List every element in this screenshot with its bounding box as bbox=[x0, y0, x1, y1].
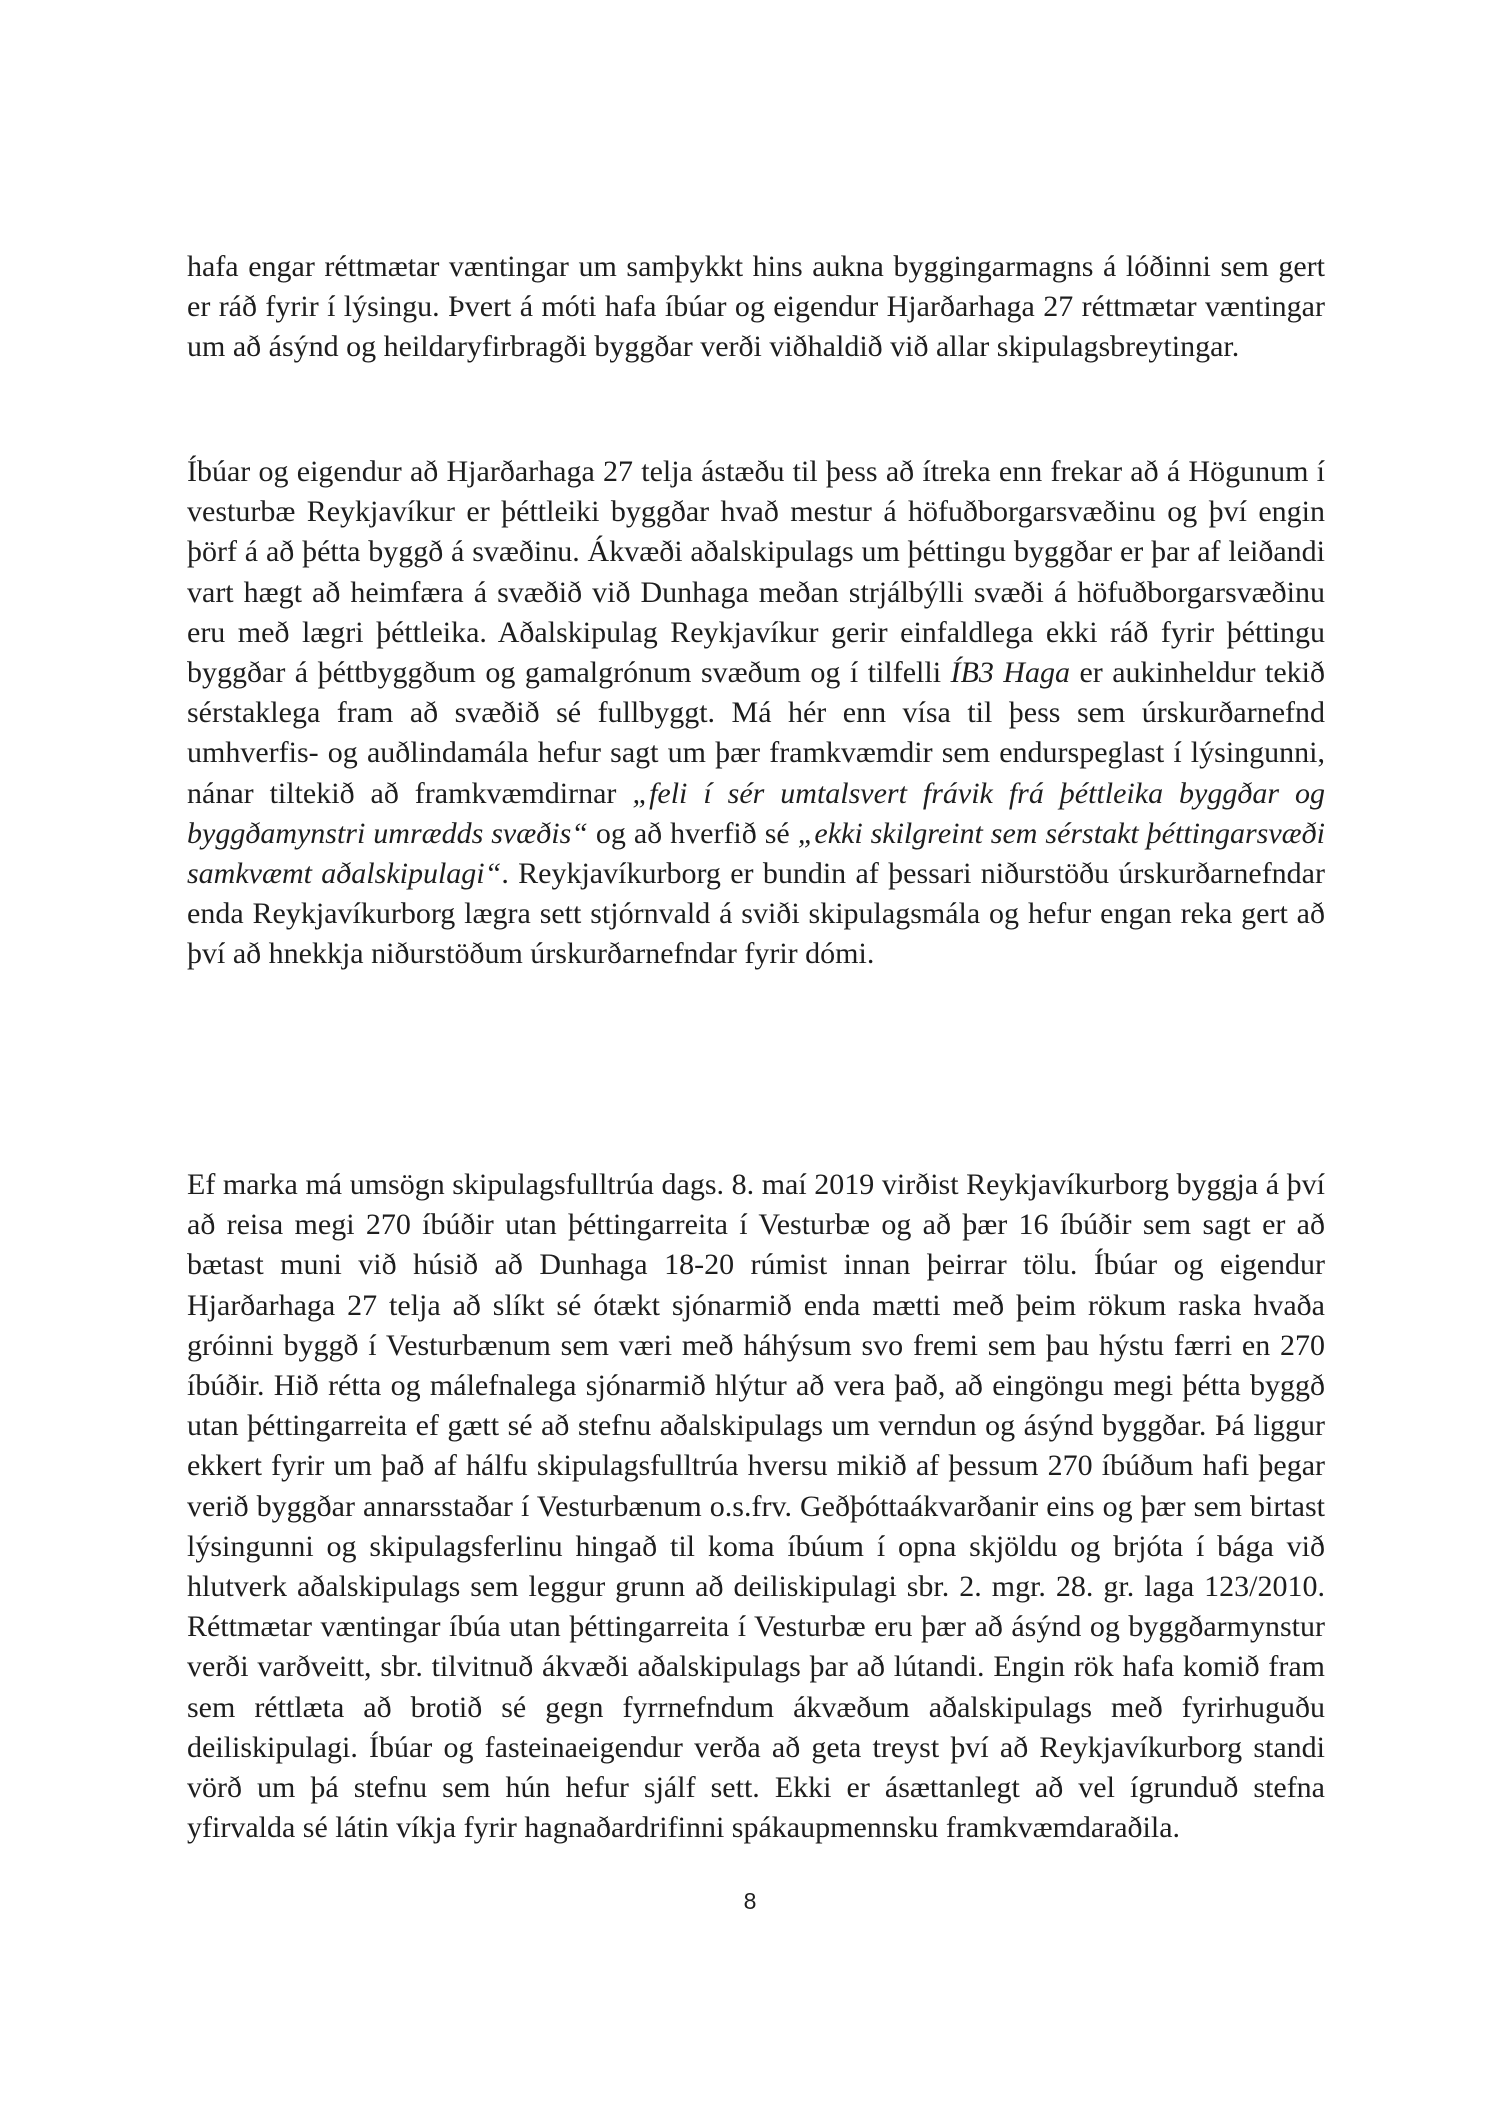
paragraph-3 bbox=[187, 1165, 1325, 1848]
quote-ruling-not-densification-area: „ekki skilgreint sem sérstakt þéttingarsvæði samkvæmt aðalskipulagi“ bbox=[187, 816, 1326, 891]
page-number: 8 bbox=[743, 1888, 757, 1914]
paragraph-3-text: Ef marka má umsögn skipulagsfulltrúa dags. 8. maí 2019 virðist Reykjavíkurborg byggja á því að reisa megi 270 íbúðir utan þéttingarreita í Vesturbæ og að þær 16 íbúðir sem sagt er að bætast muni við húsið að Dunhaga 18-20 rúmist innan þeirrar tölu. Íbúar og eigendur Hjarðarhaga 27 telja að slíkt sé ótækt sjónarmið enda mætti með þeim rökum raska hvaða gróinni byggð í Vesturbænum sem væri með háhýsum svo fremi sem þau hýstu færri en 270 íbúðir. Hið rétta og málefnalega sjónarmið hlýtur að vera það, að eingöngu megi þétta byggð utan þéttingarreita ef gætt sé að stefnu aðalskipulags um verndun og ásýnd byggðar. Þá liggur ekkert fyrir um það af hálfu skipulagsfulltrúa hversu mikið af þessum 270 íbúðum hafi þegar verið byggðar annarsstaðar í Vesturbænum o.s.frv. Geðþóttaákvarðanir eins og þær sem birtast lýsingunni og skipulagsferlinu hingað til koma íbúum í opna skjöldu og brjóta í bága við hlutverk aðalskipulags sem leggur grunn að deiliskipulagi sbr. 2. mgr. 28. gr. laga 123/2010. Réttmætar væntingar íbúa utan þéttingarreita í Vesturbæ eru þær að ásýnd og byggðarmynstur verði varðveitt, sbr. tilvitnuð ákvæði aðalskipulags þar að lútandi. Engin rök hafa komið fram sem réttlæta að brotið sé gegn fyrrnefndum ákvæðum aðalskipulags með fyrirhuguðu deiliskipulagi. Íbúar og fasteinaeigendur verða að geta treyst því að Reykjavíkurborg standi vörð um þá stefnu sem hún hefur sjálf sett. Ekki er ásættanlegt að vel ígrunduð stefna yfirvalda sé látin víkja fyrir hagnaðardrifinni spákaupmennsku framkvæmdaraðila. bbox=[187, 1168, 1325, 1845]
paragraph-2-text-b: er aukinheldur tekið sérstaklega fram að svæðið sé fullbyggt. Má hér enn vísa til þess sem úrskurðarnefnd umhverfis- og auðlindamála hefur sagt um þær framkvæmdir sem endurspeglast í lýsingunni, nánar tiltekið að framkvæmdirnar bbox=[187, 656, 1325, 810]
paragraph-2-text-c: og að hverfið sé bbox=[587, 816, 798, 850]
paragraph-1-text: hafa engar réttmætar væntingar um samþykkt hins aukna byggingarmagns á lóðinni sem gert er ráð fyrir í lýsingu. Þvert á móti hafa íbúar og eigendur Hjarðarhaga 27 réttmætar væntingar um að ásýnd og heildaryfirbragði byggðar verði viðhaldið við allar skipulagsbreytingar. bbox=[187, 250, 1325, 364]
paragraph-2-text-d: . Reykjavíkurborg er bundin af þessari niðurstöðu úrskurðarnefndar enda Reykjavíkurborg lægra sett stjórnvald á sviði skipulagsmála og hefur engan reka gert að því að hnekkja niðurstöðum úrskurðarnefndar fyrir dómi. bbox=[187, 857, 1325, 971]
paragraph-2-text-a: Íbúar og eigendur að Hjarðarhaga 27 telja ástæðu til þess að ítreka enn frekar að á Högunum í vesturbæ Reykjavíkur er þéttleiki byggðar hvað mestur á höfuðborgarsvæðinu og því engin þörf á að þétta byggð á svæðinu. Ákvæði aðalskipulags um þéttingu byggðar er þar af leiðandi vart hægt að heimfæra á svæðið við Dunhaga meðan strjálbýlli svæði á höfuðborgarsvæðinu eru með lægri þéttleika. Aðalskipulag Reykjavíkur gerir einfaldlega ekki ráð fyrir þéttingu byggðar á þéttbyggðum og gamalgrónum svæðum og í tilfelli bbox=[187, 455, 1325, 690]
quote-ruling-deviation: „feli í sér umtalsvert frávik frá þéttleika byggðar og byggðamynstri umrædds svæðis“ bbox=[187, 776, 1325, 850]
area-name-ib3-haga: ÍB3 Haga bbox=[950, 656, 1070, 690]
paragraph-1 bbox=[187, 247, 1325, 368]
paragraph-2 bbox=[187, 452, 1325, 975]
